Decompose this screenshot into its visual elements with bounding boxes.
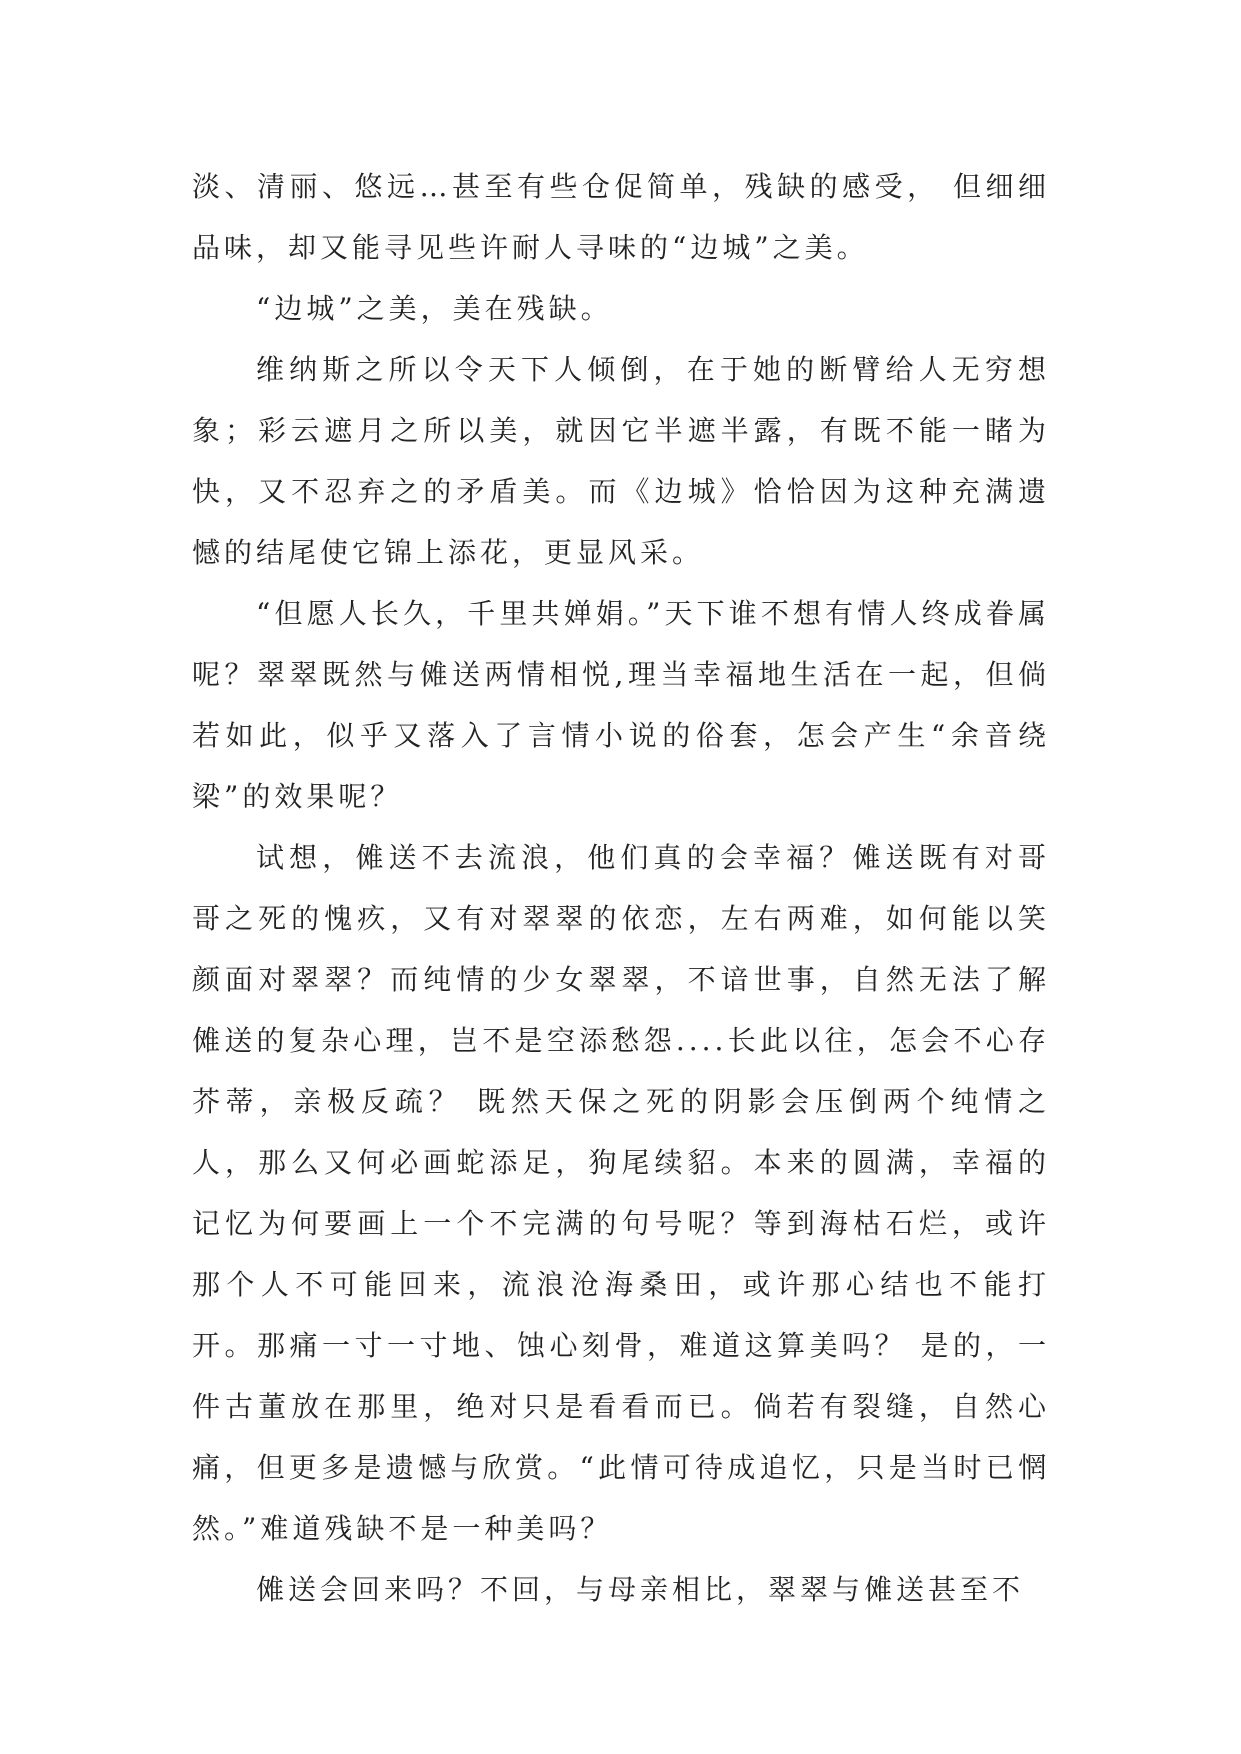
paragraph-5: 试想，傩送不去流浪，他们真的会幸福？傩送既有对哥哥之死的愧疚，又有对翠翠的依恋，左右两难，如何能以笑颜面对翠翠？而纯情的少女翠翠，不谙世事，自然无法了解傩送的复杂心理，岂不是空添愁怨....长此以往，怎会不心存芥蒂，亲极反疏？ 既然天保之死的阴影会压倒两个纯情之人，那么又何必画蛇添足，狗尾续貂。本来的圆满，幸福的记忆为何要画上一个不完满的句号呢？等到海枯石烂，或许那个人不可能回来，流浪沧海桑田，或许那心结也不能打开。那痛一寸一寸地、蚀心刻骨，难道这算美吗？ 是的，一件古董放在那里，绝对只是看看而已。倘若有裂缝，自然心痛，但更多是遗憾与欣赏。“此情可待成追忆，只是当时已惘然。”难道残缺不是一种美吗？ — [192, 841, 1050, 1545]
paragraph-6: 傩送会回来吗？不回，与母亲相比，翠翠与傩送甚至不 — [256, 1573, 1025, 1606]
body-text — [192, 156, 1050, 1620]
paragraph-2: “边城”之美，美在残缺。 — [256, 292, 613, 325]
paragraph-3: 维纳斯之所以令天下人倾倒，在于她的断臂给人无穷想象；彩云遮月之所以美，就因它半遮半露，有既不能一睹为快，又不忍弃之的矛盾美。而《边城》恰恰因为这种充满遗憾的结尾使它锦上添花，更显风采。 — [192, 353, 1050, 569]
paragraph-1: 淡、清丽、悠远…甚至有些仓促简单，残缺的感受， 但细细品味，却又能寻见些许耐人寻味的“边城”之美。 — [192, 170, 1050, 264]
paragraph-4: “但愿人长久，千里共婵娟。”天下谁不想有情人终成眷属呢？翠翠既然与傩送两情相悦,理当幸福地生活在一起，但倘若如此，似乎又落入了言情小说的俗套，怎会产生“余音绕梁”的效果呢？ — [192, 597, 1050, 813]
